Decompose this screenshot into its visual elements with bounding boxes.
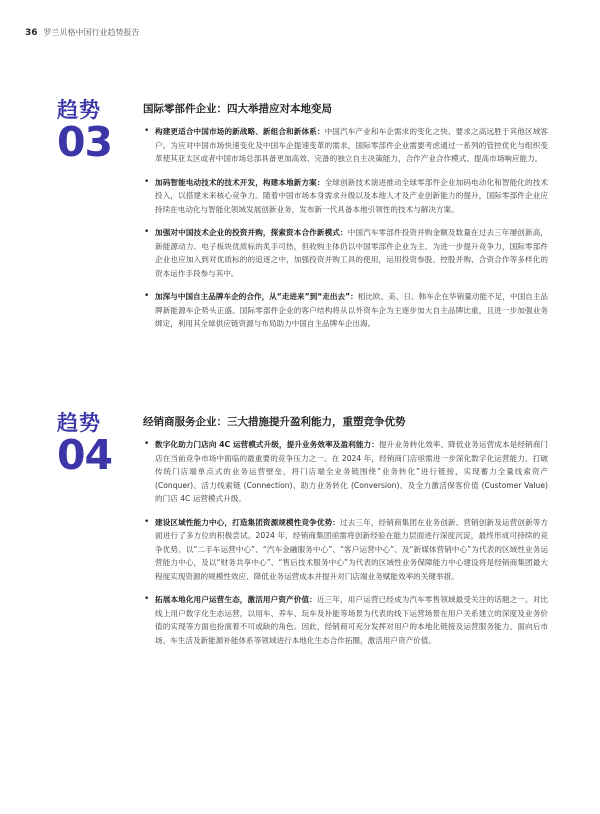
bullet-item [143,516,548,584]
bullet-item [143,593,548,647]
bullet-text: 中国汽车零部件投资并购金额及数量在过去三年屡创新高，新能源动力、电子板块优质标的炙手可热，但收购主体仍以中国零部件企业为主。为进一步提升竞争力，国际零部件企业也应加入到对优质标的的追逐之中，加强投资并购工具的使用，运用投资参股、控股并购、合资合作等多样化的资本运作手段参与其中。 [155,228,548,278]
bullet-item [143,438,548,506]
trend-word: 趋势 [57,411,101,435]
bullet-item [143,226,548,280]
bullet-text: 提升业务转化效率、降低业务运营成本是经销商门店在当前竞争市场中面临的最重要的竞争压力之一。在 2024 年，经销商门店亟需进一步深化数字化运营能力，打破传统门店端单点式的业务运营壁垒，将门店端全业务链围绕“业务转化”进行链接，实现蓄力全量线索资产 (Conquer)、活力线索链 (Connection)、助力业务转化 (Conversion)、及全力激活保客价值 (Customer Value) 的门店 4C 运营模式升级。 [155,440,548,503]
section-heading: 国际零部件企业：四大举措应对本地变局 [143,103,332,115]
report-title: 罗兰贝格中国行业趋势报告 [43,28,140,37]
bullet-text: 相比欧、美、日、韩车企在华销量动能不足，中国自主品牌新能源车企势头正盛。国际零部件企业的客户结构将从以外资车企为主逐步加大自主品牌比重，且进一步加强业务绑定，利用其全球供应链资源与布局助力中国自主品牌车企出海。 [155,292,548,328]
bullet-text: 近三年，用户运营已经成为汽车零售领域最受关注的话题之一。对比线上用户数字化生态运营，以用车、养车、玩车及补能等场景为代表的线下运营场景在用户关系建立的深度及业务价值的实现等方面也扮演着不可或缺的角色。因此，经销商可充分发挥对用户的本地化链接及运营服务能力，面向后市场、车生活及新能源补能体系等领域进行本地化生态合作拓圈，激活用户资产价值。 [155,595,549,645]
bullet-lead: 加强对中国技术企业的投资并购，探索资本合作新模式： [155,228,348,237]
bullet-lead: 数字化助力门店向 4C 运营模式升级，提升业务效率及盈利能力： [155,440,379,449]
bullet-item [143,290,548,331]
bullet-lead: 拓展本地化用户运营生态，激活用户资产价值： [155,595,317,604]
bullet-lead: 建设区域性能力中心，打造集团资源规模性竞争优势： [155,517,340,527]
bullet-lead: 构建更适合中国市场的新战略、新组合和新体系： [155,127,325,136]
bullet-item [143,125,548,166]
bullet-lead: 加深与中国自主品牌车企的合作，从“走进来”到“走出去”： [155,292,358,301]
page-number: 36 [25,28,38,38]
bullet-lead: 加码智能电动技术的技术开发，构建本地新方案： [155,177,325,187]
bullet-text: 全球创新技术演进推动全球零部件企业加码电动化和智能化的技术投入，以搭建未来核心竞争力。随着中国市场本身需求升级以及本地人才及产业创新能力的提升，国际零部件企业应持续在电动化与智能化领域发展创新业务，发布新一代具备本地引领性的技术与解决方案。 [155,177,548,214]
trend-content [143,102,548,341]
trend-content [143,415,548,657]
bullet-item [143,176,548,217]
trend-label [57,411,117,479]
trend-number: 03 [57,118,113,166]
bullet-text: 中国汽车产业和车企需求的变化之快、要求之高远胜于其他区域客户。为应对中国市场快速变化及中国车企提速变革的需求，国际零部件企业需要考虑通过一系列的管控优化与组织变革使其亚太区或者中国市场总部具备更加高效、完备的独立自主决策能力，合作产业合作模式、提高市场响应能力。 [155,127,548,163]
trend-label [57,98,117,166]
trend-word: 趋势 [57,98,101,122]
bullet-text: 过去三年，经销商集团在业务创新、营销创新及运营创新等方面进行了多方位的积极尝试。2024 年，经销商集团亟需将创新经验在能力层面进行深度沉淀，最终形成可持续的竞争优势。以“二手车运营中心”、“汽车金融服务中心”、“客户运营中心”、及“新媒体营销中心”为代表的区域性业务运营能力中心，及以“财务共享中心”、“售后技术服务中心”为代表的区域性业务保障能力中心建设将是经销商集团最大程度实现资源的规模性效应、降低业务运营成本并提升对门店端业务赋能效率的关键举措。 [155,517,549,581]
page-header [25,27,140,38]
section-heading: 经销商服务企业：三大措施提升盈利能力，重塑竞争优势 [143,416,406,428]
trend-number: 04 [57,431,113,479]
